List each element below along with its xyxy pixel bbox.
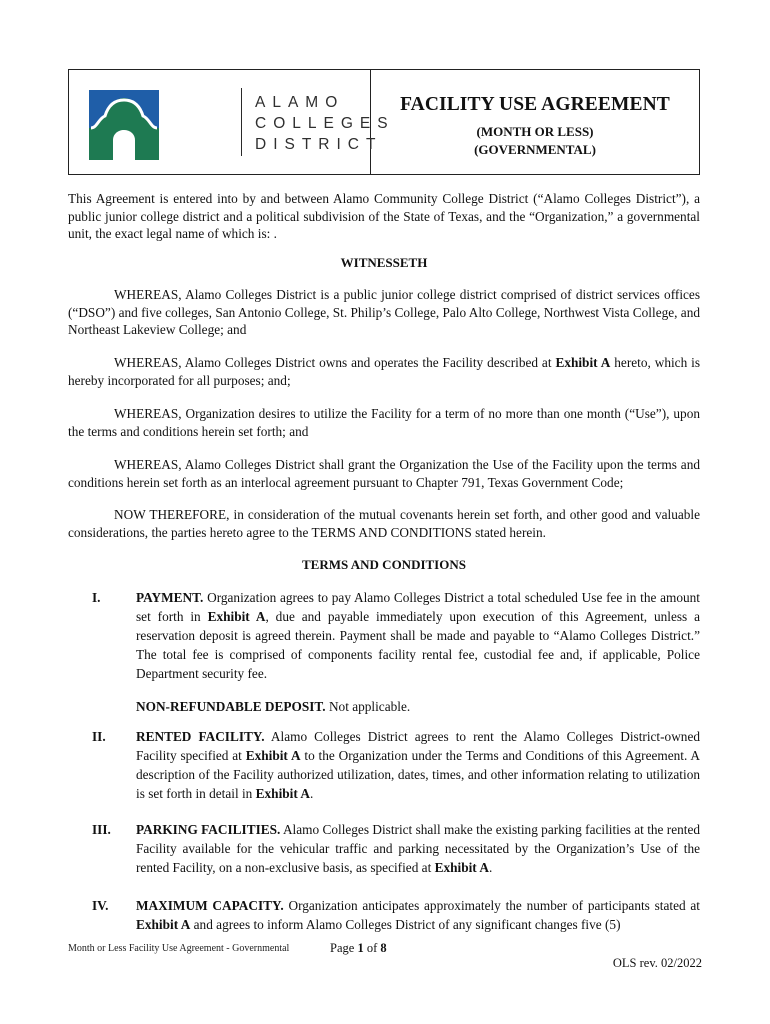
- logo-line-alamo: ALAMO: [255, 94, 345, 111]
- section-text: and agrees to inform Alamo Colleges District of any significant changes five (5): [190, 917, 621, 932]
- deposit-clause: [136, 697, 700, 716]
- exhibit-a-ref: Exhibit A: [245, 748, 301, 763]
- section-body: [136, 820, 700, 877]
- section-heading: PARKING FACILITIES.: [136, 822, 281, 837]
- section-text: , due and payable immediately upon execution of this Agreement, unless a reservation deposit is agreed therein. Payment shall be made and payable to “Alamo Colleges District.” The total fee is comprised of components facility rental fee, custodial fee and, if applicable, Police Department security fee.: [136, 609, 700, 681]
- page-of: of: [363, 941, 381, 955]
- section-body: [136, 727, 700, 803]
- deposit-text: Not applicable.: [325, 699, 411, 714]
- section-maximum-capacity: [68, 896, 700, 934]
- document-title: FACILITY USE AGREEMENT: [400, 94, 670, 115]
- footer-page-number: [330, 941, 387, 956]
- section-parking: [68, 820, 700, 877]
- whereas-paragraph-3: WHEREAS, Organization desires to utilize the Facility for a term of no more than one month (“Use”), upon the terms and conditions herein set forth; and: [68, 406, 700, 439]
- section-heading: PAYMENT.: [136, 590, 204, 605]
- section-text: Alamo Colleges District agrees to rent the Alamo Colleges District-owned Facility specified at: [136, 729, 700, 763]
- exhibit-a-ref: Exhibit A: [207, 609, 266, 624]
- witnesseth-heading: WITNESSETH: [340, 255, 428, 270]
- section-body: [136, 896, 700, 934]
- section-number: I.: [92, 590, 101, 605]
- section-number: II.: [92, 729, 106, 744]
- footer-revision: OLS rev. 02/2022: [612, 956, 702, 970]
- section-number: III.: [92, 822, 111, 837]
- intro-paragraph: This Agreement is entered into by and between Alamo Community College District (“Alamo Colleges District”), a public junior college district and a political subdivision of the State of Texas, and the “Organization,” a governmental unit, the exact legal name of which is: .: [68, 191, 700, 242]
- section-heading: RENTED FACILITY.: [136, 729, 265, 744]
- exhibit-a-ref: Exhibit A: [255, 786, 310, 801]
- terms-heading: TERMS AND CONDITIONS: [302, 557, 466, 572]
- section-text: Alamo Colleges District shall make the existing parking facilities at the rented Facility available for the vehicular traffic and parking necessitated by the Organization’s Use of the rented Facility, on a non-exclusive basis, as specified at: [136, 822, 700, 875]
- exhibit-a-ref: Exhibit A: [434, 860, 489, 875]
- deposit-heading: NON-REFUNDABLE DEPOSIT.: [136, 699, 326, 714]
- section-rented-facility: [68, 727, 700, 803]
- whereas-paragraph-1: WHEREAS, Alamo Colleges District is a public junior college district comprised of district services offices (“DSO”) and five colleges, San Antonio College, St. Philip’s College, Palo Alto College, Northwest Vista College, and Northeast Lakeview College; and: [68, 287, 700, 338]
- document-subtitle-type: (GOVERNMENTAL): [474, 142, 596, 157]
- now-therefore-paragraph: NOW THEREFORE, in consideration of the mutual covenants herein set forth, and other good and valuable considerations, the parties hereto agree to the TERMS AND CONDITIONS stated herein.: [68, 507, 700, 540]
- logo-line-district: DISTRICT: [255, 136, 383, 153]
- alamo-mission-logo: [89, 90, 159, 160]
- logo-line-colleges: COLLEGES: [255, 115, 395, 132]
- exhibit-a-ref: Exhibit A: [136, 917, 191, 932]
- page-current: 1: [357, 941, 364, 955]
- whereas-paragraph-4: WHEREAS, Alamo Colleges District shall grant the Organization the Use of the Facility upon the terms and conditions herein set forth as an interlocal agreement pursuant to Chapter 791, Texas Government Code;: [68, 457, 700, 490]
- exhibit-a-ref: Exhibit A: [555, 355, 611, 370]
- section-heading: MAXIMUM CAPACITY.: [136, 898, 284, 913]
- logo-wordmark: [255, 92, 395, 155]
- header-box: [68, 69, 700, 175]
- page-total: 8: [380, 941, 387, 955]
- section-text: Organization agrees to pay Alamo Colleges District a total scheduled Use fee in the amount set forth in: [136, 590, 700, 624]
- logo-divider: [241, 88, 242, 156]
- whereas-owns-tail: hereto, which is hereby incorporated for all purposes; and;: [68, 355, 700, 388]
- page-prefix: Page: [330, 941, 358, 955]
- section-text: .: [488, 860, 493, 875]
- whereas-paragraph-2: [68, 354, 700, 389]
- title-cell: [371, 70, 699, 174]
- logo-cell: [69, 70, 395, 174]
- section-payment: [68, 588, 700, 716]
- section-text: Organization anticipates approximately the number of participants stated at: [283, 898, 700, 913]
- section-text: to the Organization under the Terms and Conditions of this Agreement. A description of the Facility authorized utilization, dates, times, and other information relating to utilization is set forth in detail in: [136, 748, 700, 801]
- section-number: IV.: [92, 898, 109, 913]
- document-subtitle-term: (MONTH OR LESS): [476, 124, 594, 139]
- whereas-owns-text: WHEREAS, Alamo Colleges District owns and operates the Facility described at: [114, 355, 556, 370]
- section-body: [136, 588, 700, 683]
- section-text: .: [309, 786, 314, 801]
- footer-document-name: Month or Less Facility Use Agreement - Governmental: [68, 943, 290, 954]
